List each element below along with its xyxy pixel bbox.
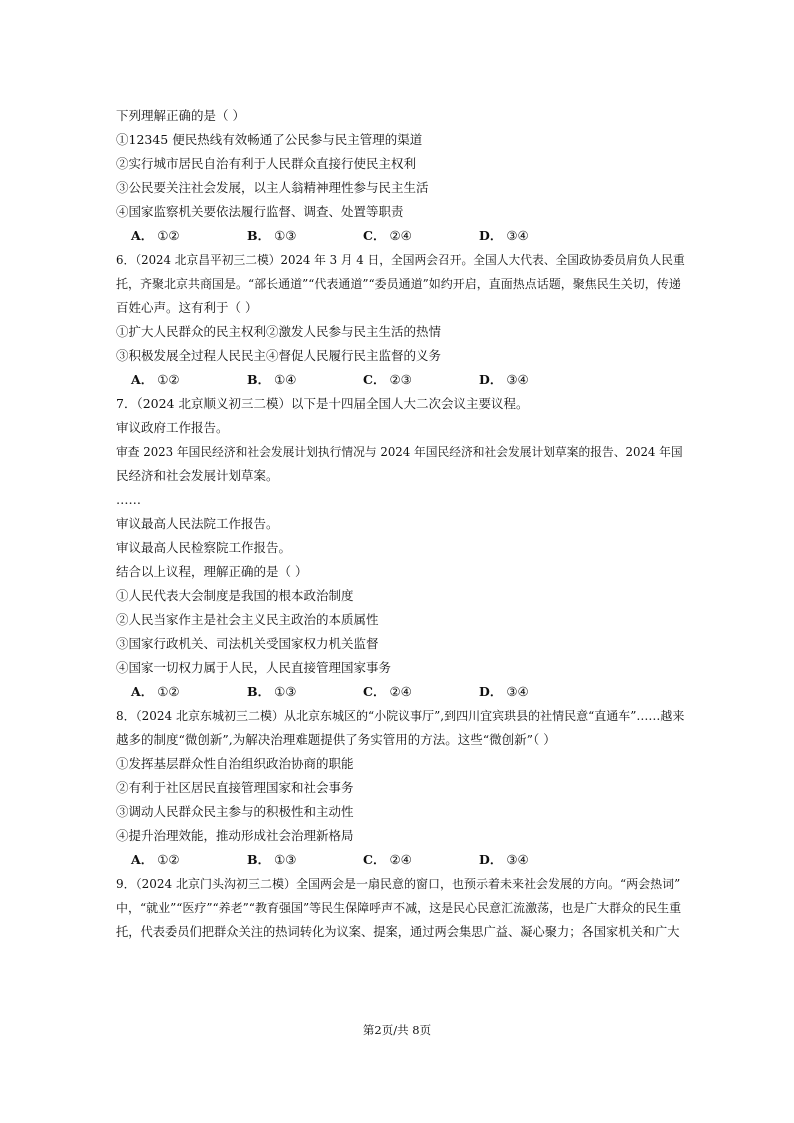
q8-stem-line-1: 8．（2024 北京东城初三二模）从北京东城区的“小院议事厅”,到四川宜宾珙县的社情民意“直通车”……越来 bbox=[116, 709, 685, 723]
q6-option-c[interactable] bbox=[363, 368, 479, 392]
q6-item-2: ③积极发展全过程人民民主④督促人民履行民主监督的义务 bbox=[116, 348, 442, 363]
option-letter: A． bbox=[131, 228, 154, 243]
q7-option-c[interactable] bbox=[363, 680, 479, 704]
option-text: ③④ bbox=[506, 372, 529, 387]
option-text: ①③ bbox=[274, 852, 297, 867]
option-letter: B． bbox=[247, 372, 271, 387]
q6-stem-line-3: 百姓心声。这有利于（ ） bbox=[116, 300, 258, 315]
q7-stem-line-5: …… bbox=[116, 492, 141, 507]
q9-stem-line-2: 中，“就业”“医疗”“养老”“教育强国”等民生保障呼声不减，这是民心民意汇流激荡，也是广大群众的民生重 bbox=[116, 901, 682, 915]
q5-option-a[interactable] bbox=[131, 224, 247, 248]
option-letter: B． bbox=[247, 684, 271, 699]
q6-stem-line-2: 托，齐聚北京共商国是。“部长通道”“代表通道”“委员通道”如约开启，直面热点话题，聚焦民生关切，传递 bbox=[116, 277, 681, 291]
option-letter: D． bbox=[479, 228, 503, 243]
option-letter: A． bbox=[131, 372, 154, 387]
q7-stem-line-1: 7．（2024 北京顺义初三二模）以下是十四届全国人大二次会议主要议程。 bbox=[116, 396, 529, 411]
q8-stem-line-2: 越多的制度“微创新”,为解决治理难题提供了务实管用的方法。这些“微创新”（ ） bbox=[116, 732, 556, 747]
q9-stem-line-3: 托，代表委员们把群众关注的热词转化为议案、提案，通过两会集思广益、凝心聚力；各国家机关和广大 bbox=[116, 925, 680, 939]
q7-item-2: ②人民当家作主是社会主义民主政治的本质属性 bbox=[116, 612, 379, 627]
q6-item-1: ①扩大人民群众的民主权利②激发人民参与民主生活的热情 bbox=[116, 324, 442, 339]
option-text: ③④ bbox=[506, 852, 529, 867]
q6-options bbox=[116, 368, 686, 392]
option-letter: B． bbox=[247, 228, 271, 243]
q8-item-2: ②有利于社区居民直接管理国家和社会事务 bbox=[116, 780, 354, 795]
option-letter: C． bbox=[363, 852, 386, 867]
q7-item-1: ①人民代表大会制度是我国的根本政治制度 bbox=[116, 588, 354, 603]
q5-options bbox=[116, 224, 686, 248]
q7-stem-line-4: 民经济和社会发展计划草案。 bbox=[116, 468, 279, 483]
q6-option-a[interactable] bbox=[131, 368, 247, 392]
option-text: ②④ bbox=[389, 684, 412, 699]
q5-item-2: ②实行城市居民自治有利于人民群众直接行使民主权利 bbox=[116, 156, 417, 171]
q6-option-d[interactable] bbox=[479, 368, 595, 392]
option-text: ③④ bbox=[506, 228, 529, 243]
q7-item-4: ④国家一切权力属于人民，人民直接管理国家事务 bbox=[116, 660, 392, 675]
q7-stem-line-6: 审议最高人民法院工作报告。 bbox=[116, 516, 279, 531]
q5-stem: 下列理解正确的是（ ） bbox=[116, 108, 245, 123]
option-text: ②④ bbox=[389, 228, 412, 243]
q7-item-3: ③国家行政机关、司法机关受国家权力机关监督 bbox=[116, 636, 379, 651]
option-text: ③④ bbox=[506, 684, 529, 699]
option-letter: C． bbox=[363, 372, 386, 387]
q5-item-1: ①12345 便民热线有效畅通了公民参与民主管理的渠道 bbox=[116, 132, 423, 147]
option-letter: B． bbox=[247, 852, 271, 867]
q8-option-a[interactable] bbox=[131, 848, 247, 872]
q6-option-b[interactable] bbox=[247, 368, 363, 392]
q7-stem-line-3: 审查 2023 年国民经济和社会发展计划执行情况与 2024 年国民经济和社会发展计划草案的报告、2024 年国 bbox=[116, 445, 683, 459]
option-letter: D． bbox=[479, 372, 503, 387]
option-letter: D． bbox=[479, 852, 503, 867]
q8-option-d[interactable] bbox=[479, 848, 595, 872]
q7-option-d[interactable] bbox=[479, 680, 595, 704]
q6-stem-line-1: 6．（2024 北京昌平初三二模）2024 年 3 月 4 日，全国两会召开。全国人大代表、全国政协委员肩负人民重 bbox=[116, 253, 685, 267]
option-text: ①② bbox=[157, 684, 180, 699]
option-text: ①② bbox=[157, 372, 180, 387]
q5-option-d[interactable] bbox=[479, 224, 595, 248]
q8-item-1: ①发挥基层群众性自治组织政治协商的职能 bbox=[116, 756, 354, 771]
option-text: ①④ bbox=[274, 372, 297, 387]
option-letter: A． bbox=[131, 684, 154, 699]
q5-item-4: ④国家监察机关要依法履行监督、调查、处置等职责 bbox=[116, 204, 404, 219]
q7-stem-line-2: 审议政府工作报告。 bbox=[116, 420, 229, 435]
q8-option-c[interactable] bbox=[363, 848, 479, 872]
option-letter: C． bbox=[363, 684, 386, 699]
page-footer: 第2页/共 8页 bbox=[362, 1023, 432, 1037]
option-letter: D． bbox=[479, 684, 503, 699]
q8-item-3: ③调动人民群众民主参与的积极性和主动性 bbox=[116, 804, 354, 819]
q7-option-a[interactable] bbox=[131, 680, 247, 704]
option-letter: C． bbox=[363, 228, 386, 243]
option-text: ①② bbox=[157, 852, 180, 867]
q8-options bbox=[116, 848, 686, 872]
option-letter: A． bbox=[131, 852, 154, 867]
option-text: ②④ bbox=[389, 852, 412, 867]
q8-item-4: ④提升治理效能，推动形成社会治理新格局 bbox=[116, 828, 354, 843]
q8-option-b[interactable] bbox=[247, 848, 363, 872]
q5-option-b[interactable] bbox=[247, 224, 363, 248]
option-text: ①③ bbox=[274, 684, 297, 699]
option-text: ②③ bbox=[389, 372, 412, 387]
q7-stem-line-8: 结合以上议程，理解正确的是（ ） bbox=[116, 564, 308, 579]
option-text: ①③ bbox=[274, 228, 297, 243]
q7-option-b[interactable] bbox=[247, 680, 363, 704]
option-text: ①② bbox=[157, 228, 180, 243]
q9-stem-line-1: 9．（2024 北京门头沟初三二模）全国两会是一扇民意的窗口，也预示着未来社会发展的方向。“两会热词” bbox=[116, 877, 681, 891]
q7-options bbox=[116, 680, 686, 704]
q7-stem-line-7: 审议最高人民检察院工作报告。 bbox=[116, 540, 292, 555]
page-content bbox=[116, 104, 686, 944]
q5-option-c[interactable] bbox=[363, 224, 479, 248]
q5-item-3: ③公民要关注社会发展，以主人翁精神理性参与民主生活 bbox=[116, 180, 429, 195]
